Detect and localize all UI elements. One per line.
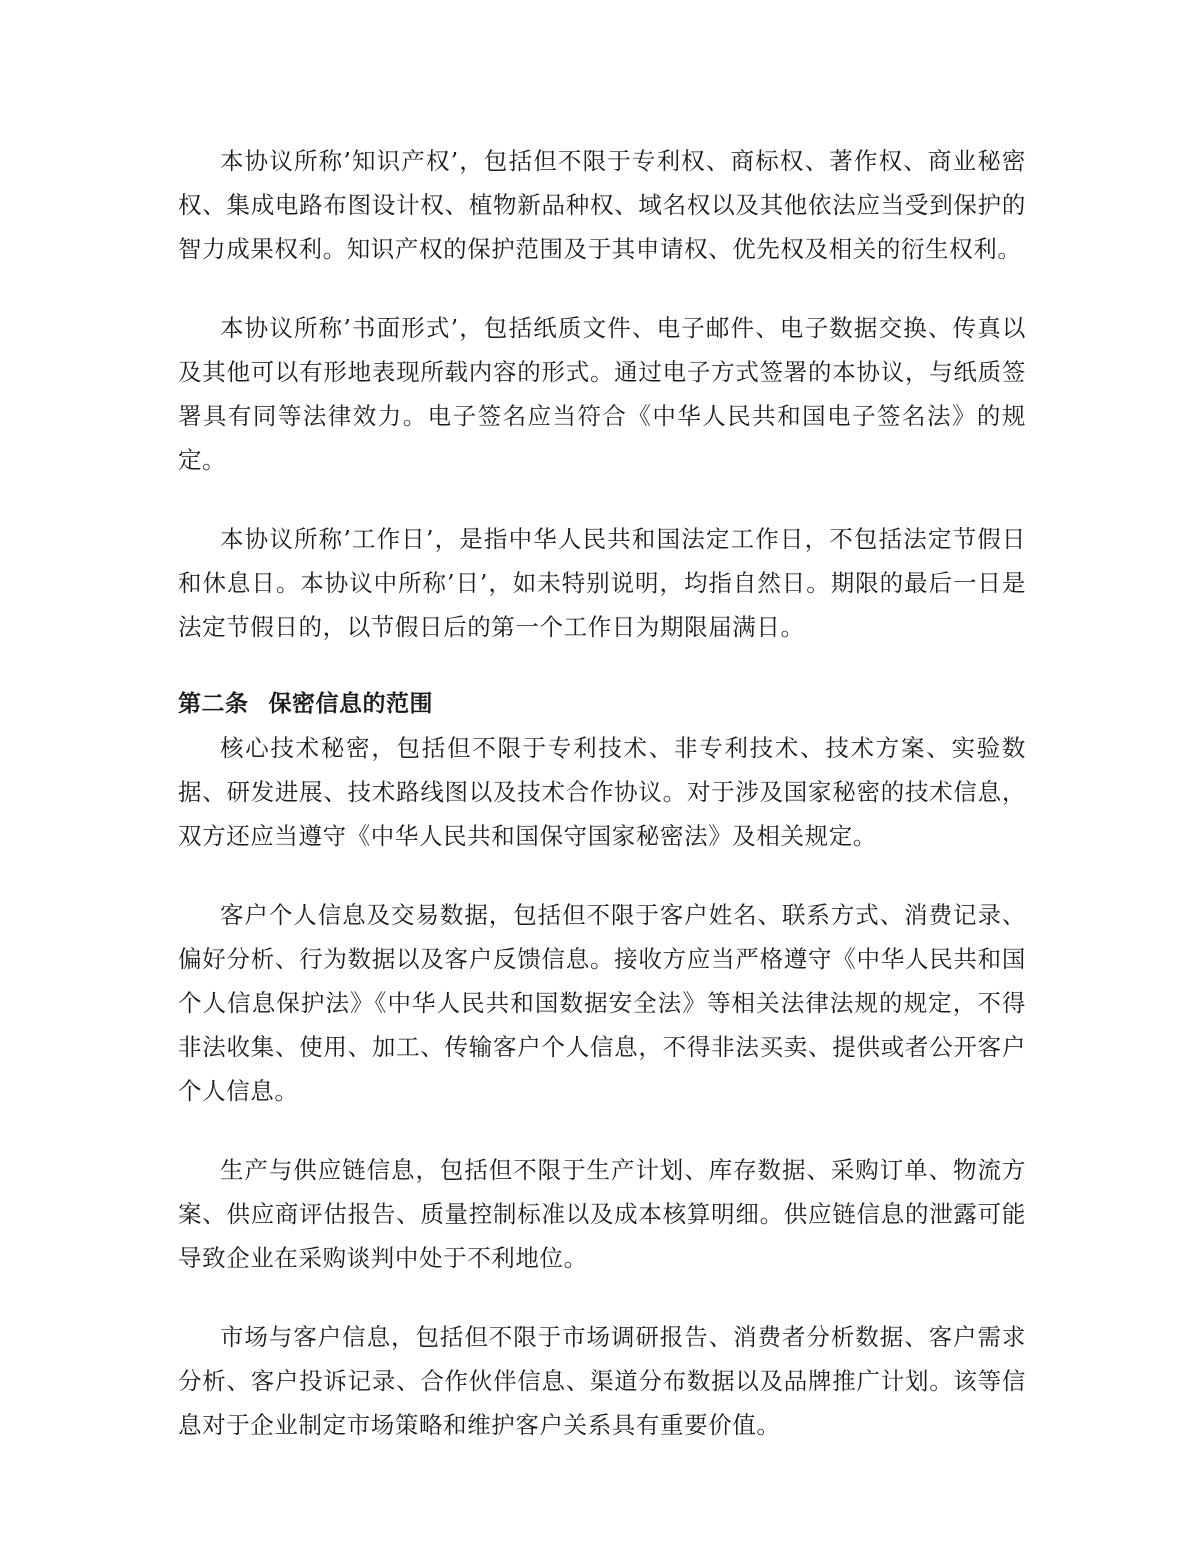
article-title: 保密信息的范围 [268, 691, 433, 717]
paragraph-market-info: 市场与客户信息，包括但不限于市场调研报告、消费者分析数据、客户需求分析、客户投诉记录、合作伙伴信息、渠道分布数据以及品牌推广计划。该等信息对于企业制定市场策略和维护客户关系具有重要价值。 [178, 1323, 1026, 1439]
definition-written-form: 本协议所称’书面形式’，包括纸质文件、电子邮件、电子数据交换、传真以及其他可以有形地表现所载内容的形式。通过电子方式签署的本协议，与纸质签署具有同等法律效力。电子签名应当符合《中华人民共和国电子签名法》的规定。 [178, 314, 1026, 474]
paragraph-customer-data: 客户个人信息及交易数据，包括但不限于客户姓名、联系方式、消费记录、偏好分析、行为数据以及客户反馈信息。接收方应当严格遵守《中华人民共和国个人信息保护法》《中华人民共和国数据安全法》等相关法律法规的规定，不得非法收集、使用、加工、传输客户个人信息，不得非法买卖、提供或者公开客户个人信息。 [178, 901, 1026, 1105]
definition-intellectual-property: 本协议所称’知识产权’，包括但不限于专利权、商标权、著作权、商业秘密权、集成电路布图设计权、植物新品种权、域名权以及其他依法应当受到保护的智力成果权利。知识产权的保护范围及于其申请权、优先权及相关的衍生权利。 [178, 147, 1026, 263]
paragraph-core-technology: 核心技术秘密，包括但不限于专利技术、非专利技术、技术方案、实验数据、研发进展、技术路线图以及技术合作协议。对于涉及国家秘密的技术信息，双方还应当遵守《中华人民共和国保守国家秘密法》及相关规定。 [178, 734, 1026, 850]
paragraph-supply-chain: 生产与供应链信息，包括但不限于生产计划、库存数据、采购订单、物流方案、供应商评估报告、质量控制标准以及成本核算明细。供应链信息的泄露可能导致企业在采购谈判中处于不利地位。 [178, 1156, 1026, 1272]
document-body [178, 139, 1026, 1482]
article-number: 第二条 [178, 691, 249, 717]
article-heading [178, 684, 1026, 724]
definition-working-day: 本协议所称’工作日’，是指中华人民共和国法定工作日，不包括法定节假日和休息日。本协议中所称’日’，如未特别说明，均指自然日。期限的最后一日是法定节假日的，以节假日后的第一个工作日为期限届满日。 [178, 525, 1026, 641]
